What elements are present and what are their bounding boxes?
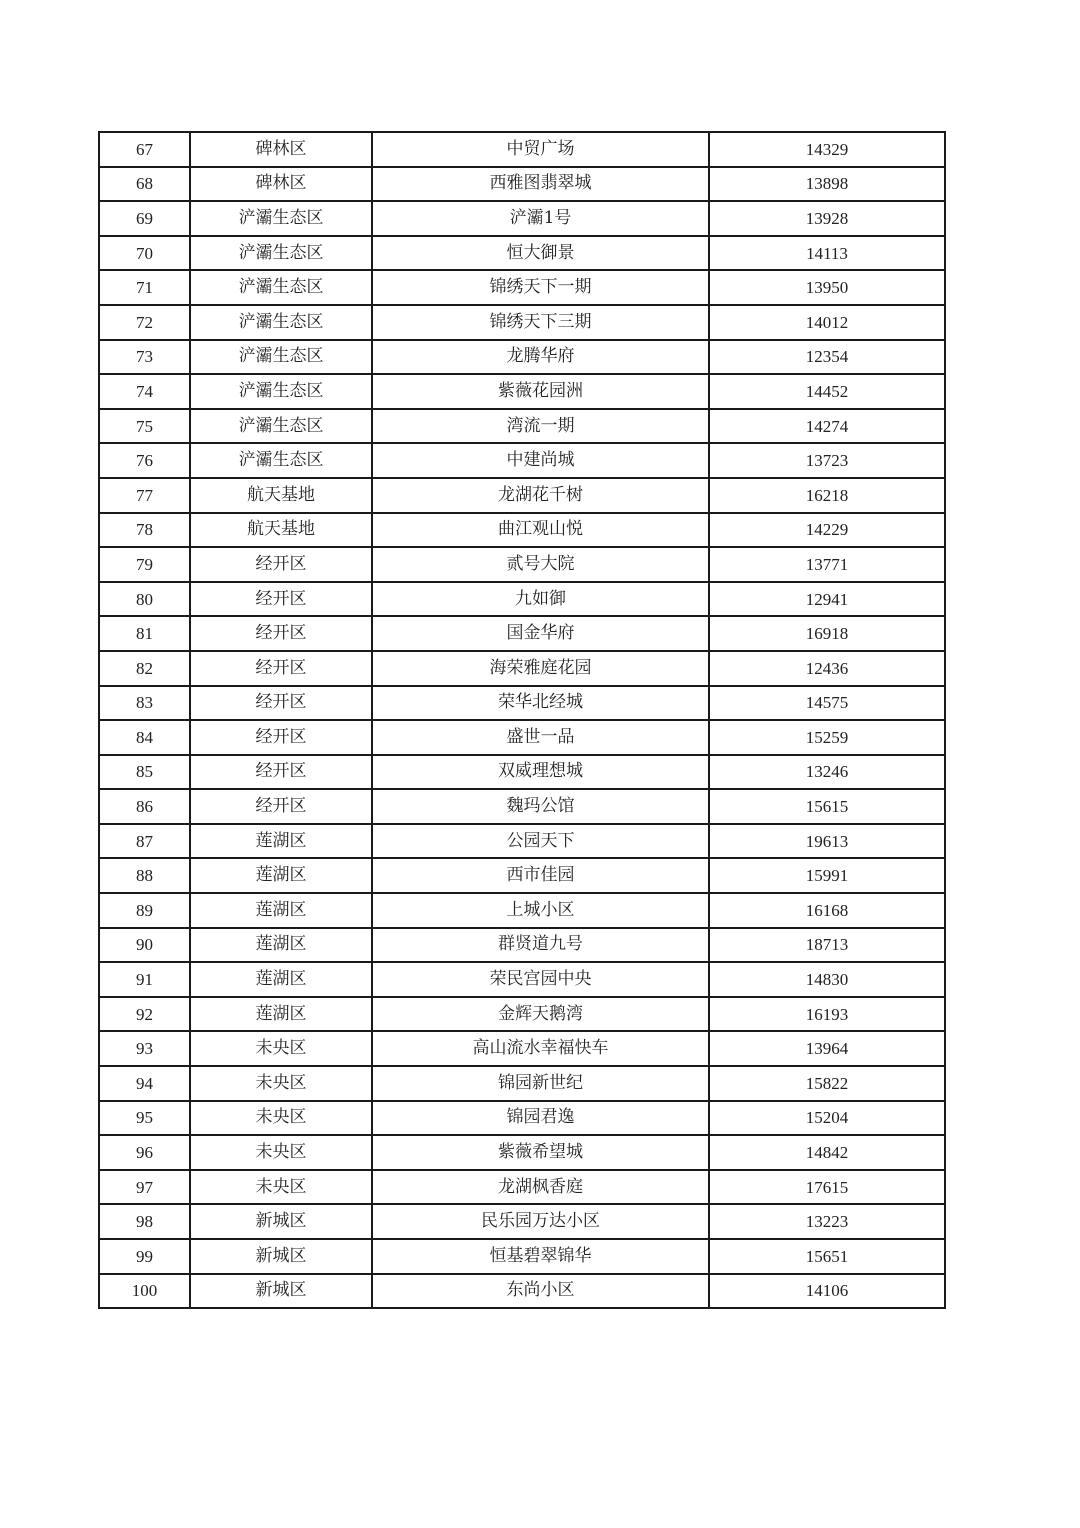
project-name-cell: 海荣雅庭花园 [372,651,709,686]
table-row [99,582,945,617]
price-cell: 14274 [709,409,945,444]
project-name-cell: 曲江观山悦 [372,513,709,548]
table-row [99,547,945,582]
district-cell: 经开区 [190,755,372,790]
district-cell: 莲湖区 [190,962,372,997]
row-number-cell: 84 [99,720,190,755]
row-number-cell: 94 [99,1066,190,1101]
row-number-cell: 79 [99,547,190,582]
row-number-cell: 100 [99,1274,190,1309]
district-cell: 经开区 [190,651,372,686]
price-cell: 15615 [709,789,945,824]
project-name-cell: 锦园新世纪 [372,1066,709,1101]
district-cell: 浐灞生态区 [190,236,372,271]
row-number-cell: 82 [99,651,190,686]
row-number-cell: 68 [99,167,190,202]
table-row [99,132,945,167]
price-cell: 14575 [709,686,945,721]
project-name-cell: 西市佳园 [372,858,709,893]
row-number-cell: 86 [99,789,190,824]
district-cell: 碑林区 [190,132,372,167]
row-number-cell: 81 [99,616,190,651]
district-cell: 新城区 [190,1274,372,1309]
district-cell: 经开区 [190,720,372,755]
price-cell: 13723 [709,443,945,478]
table-row [99,858,945,893]
district-cell: 浐灞生态区 [190,270,372,305]
table-row [99,1066,945,1101]
price-cell: 14229 [709,513,945,548]
table-row [99,893,945,928]
table-row [99,409,945,444]
project-name-cell: 民乐园万达小区 [372,1204,709,1239]
price-cell: 14830 [709,962,945,997]
price-cell: 13964 [709,1031,945,1066]
row-number-cell: 91 [99,962,190,997]
price-cell: 12436 [709,651,945,686]
table-body [99,132,945,1308]
price-cell: 16918 [709,616,945,651]
row-number-cell: 97 [99,1170,190,1205]
row-number-cell: 96 [99,1135,190,1170]
district-cell: 浐灞生态区 [190,443,372,478]
table-row [99,478,945,513]
price-cell: 12354 [709,340,945,375]
table-row [99,201,945,236]
district-cell: 莲湖区 [190,824,372,859]
district-cell: 经开区 [190,789,372,824]
project-name-cell: 双威理想城 [372,755,709,790]
table-row [99,824,945,859]
table-row [99,720,945,755]
project-name-cell: 中贸广场 [372,132,709,167]
project-name-cell: 西雅图翡翠城 [372,167,709,202]
row-number-cell: 71 [99,270,190,305]
project-name-cell: 锦绣天下一期 [372,270,709,305]
row-number-cell: 75 [99,409,190,444]
table-row [99,270,945,305]
district-cell: 经开区 [190,686,372,721]
district-cell: 未央区 [190,1135,372,1170]
project-name-cell: 贰号大院 [372,547,709,582]
row-number-cell: 67 [99,132,190,167]
price-cell: 14113 [709,236,945,271]
price-cell: 19613 [709,824,945,859]
district-cell: 莲湖区 [190,928,372,963]
table-row [99,686,945,721]
table-row [99,305,945,340]
table-row [99,236,945,271]
project-name-cell: 高山流水幸福快车 [372,1031,709,1066]
project-name-cell: 浐灞1号 [372,201,709,236]
district-cell: 新城区 [190,1239,372,1274]
district-cell: 未央区 [190,1170,372,1205]
row-number-cell: 83 [99,686,190,721]
price-cell: 15991 [709,858,945,893]
project-name-cell: 中建尚城 [372,443,709,478]
district-cell: 未央区 [190,1031,372,1066]
project-name-cell: 龙腾华府 [372,340,709,375]
project-name-cell: 湾流一期 [372,409,709,444]
district-cell: 浐灞生态区 [190,201,372,236]
row-number-cell: 74 [99,374,190,409]
row-number-cell: 88 [99,858,190,893]
price-cell: 14842 [709,1135,945,1170]
district-cell: 浐灞生态区 [190,305,372,340]
row-number-cell: 87 [99,824,190,859]
district-cell: 碑林区 [190,167,372,202]
table-row [99,513,945,548]
district-cell: 航天基地 [190,478,372,513]
row-number-cell: 92 [99,997,190,1032]
table-row [99,340,945,375]
project-name-cell: 恒基碧翠锦华 [372,1239,709,1274]
row-number-cell: 98 [99,1204,190,1239]
row-number-cell: 95 [99,1101,190,1136]
price-cell: 13898 [709,167,945,202]
project-name-cell: 荣华北经城 [372,686,709,721]
table-row [99,789,945,824]
project-name-cell: 紫薇希望城 [372,1135,709,1170]
row-number-cell: 85 [99,755,190,790]
table-row [99,928,945,963]
project-name-cell: 锦园君逸 [372,1101,709,1136]
row-number-cell: 77 [99,478,190,513]
price-cell: 15204 [709,1101,945,1136]
project-name-cell: 龙湖枫香庭 [372,1170,709,1205]
table-row [99,1274,945,1309]
district-cell: 浐灞生态区 [190,374,372,409]
district-cell: 航天基地 [190,513,372,548]
project-name-cell: 紫薇花园洲 [372,374,709,409]
price-cell: 13223 [709,1204,945,1239]
project-name-cell: 盛世一品 [372,720,709,755]
project-name-cell: 公园天下 [372,824,709,859]
district-cell: 浐灞生态区 [190,409,372,444]
district-cell: 经开区 [190,547,372,582]
project-name-cell: 国金华府 [372,616,709,651]
project-name-cell: 荣民宫园中央 [372,962,709,997]
district-cell: 浐灞生态区 [190,340,372,375]
row-number-cell: 89 [99,893,190,928]
price-cell: 15259 [709,720,945,755]
table-row [99,1204,945,1239]
price-cell: 14106 [709,1274,945,1309]
table-row [99,1170,945,1205]
row-number-cell: 93 [99,1031,190,1066]
district-cell: 新城区 [190,1204,372,1239]
row-number-cell: 80 [99,582,190,617]
district-cell: 莲湖区 [190,997,372,1032]
price-cell: 16168 [709,893,945,928]
project-name-cell: 群贤道九号 [372,928,709,963]
row-number-cell: 73 [99,340,190,375]
project-name-cell: 魏玛公馆 [372,789,709,824]
district-cell: 未央区 [190,1066,372,1101]
table-row [99,616,945,651]
table-row [99,1101,945,1136]
table-row [99,1239,945,1274]
district-cell: 经开区 [190,582,372,617]
price-cell: 13928 [709,201,945,236]
price-cell: 13246 [709,755,945,790]
row-number-cell: 90 [99,928,190,963]
price-cell: 16218 [709,478,945,513]
district-cell: 莲湖区 [190,858,372,893]
price-cell: 14329 [709,132,945,167]
row-number-cell: 70 [99,236,190,271]
table-row [99,651,945,686]
price-cell: 12941 [709,582,945,617]
table-row [99,1135,945,1170]
price-cell: 14452 [709,374,945,409]
row-number-cell: 72 [99,305,190,340]
project-name-cell: 上城小区 [372,893,709,928]
project-name-cell: 龙湖花千树 [372,478,709,513]
price-cell: 13771 [709,547,945,582]
project-name-cell: 恒大御景 [372,236,709,271]
price-cell: 17615 [709,1170,945,1205]
project-name-cell: 锦绣天下三期 [372,305,709,340]
price-cell: 16193 [709,997,945,1032]
table-row [99,755,945,790]
project-name-cell: 金辉天鹅湾 [372,997,709,1032]
row-number-cell: 69 [99,201,190,236]
price-cell: 15651 [709,1239,945,1274]
district-cell: 未央区 [190,1101,372,1136]
table-row [99,374,945,409]
project-name-cell: 九如御 [372,582,709,617]
price-cell: 14012 [709,305,945,340]
project-name-cell: 东尚小区 [372,1274,709,1309]
row-number-cell: 78 [99,513,190,548]
row-number-cell: 76 [99,443,190,478]
housing-price-table [98,131,946,1309]
district-cell: 莲湖区 [190,893,372,928]
row-number-cell: 99 [99,1239,190,1274]
table-row [99,962,945,997]
table-row [99,167,945,202]
table-row [99,997,945,1032]
table-row [99,443,945,478]
district-cell: 经开区 [190,616,372,651]
table-row [99,1031,945,1066]
price-cell: 18713 [709,928,945,963]
price-cell: 13950 [709,270,945,305]
price-cell: 15822 [709,1066,945,1101]
